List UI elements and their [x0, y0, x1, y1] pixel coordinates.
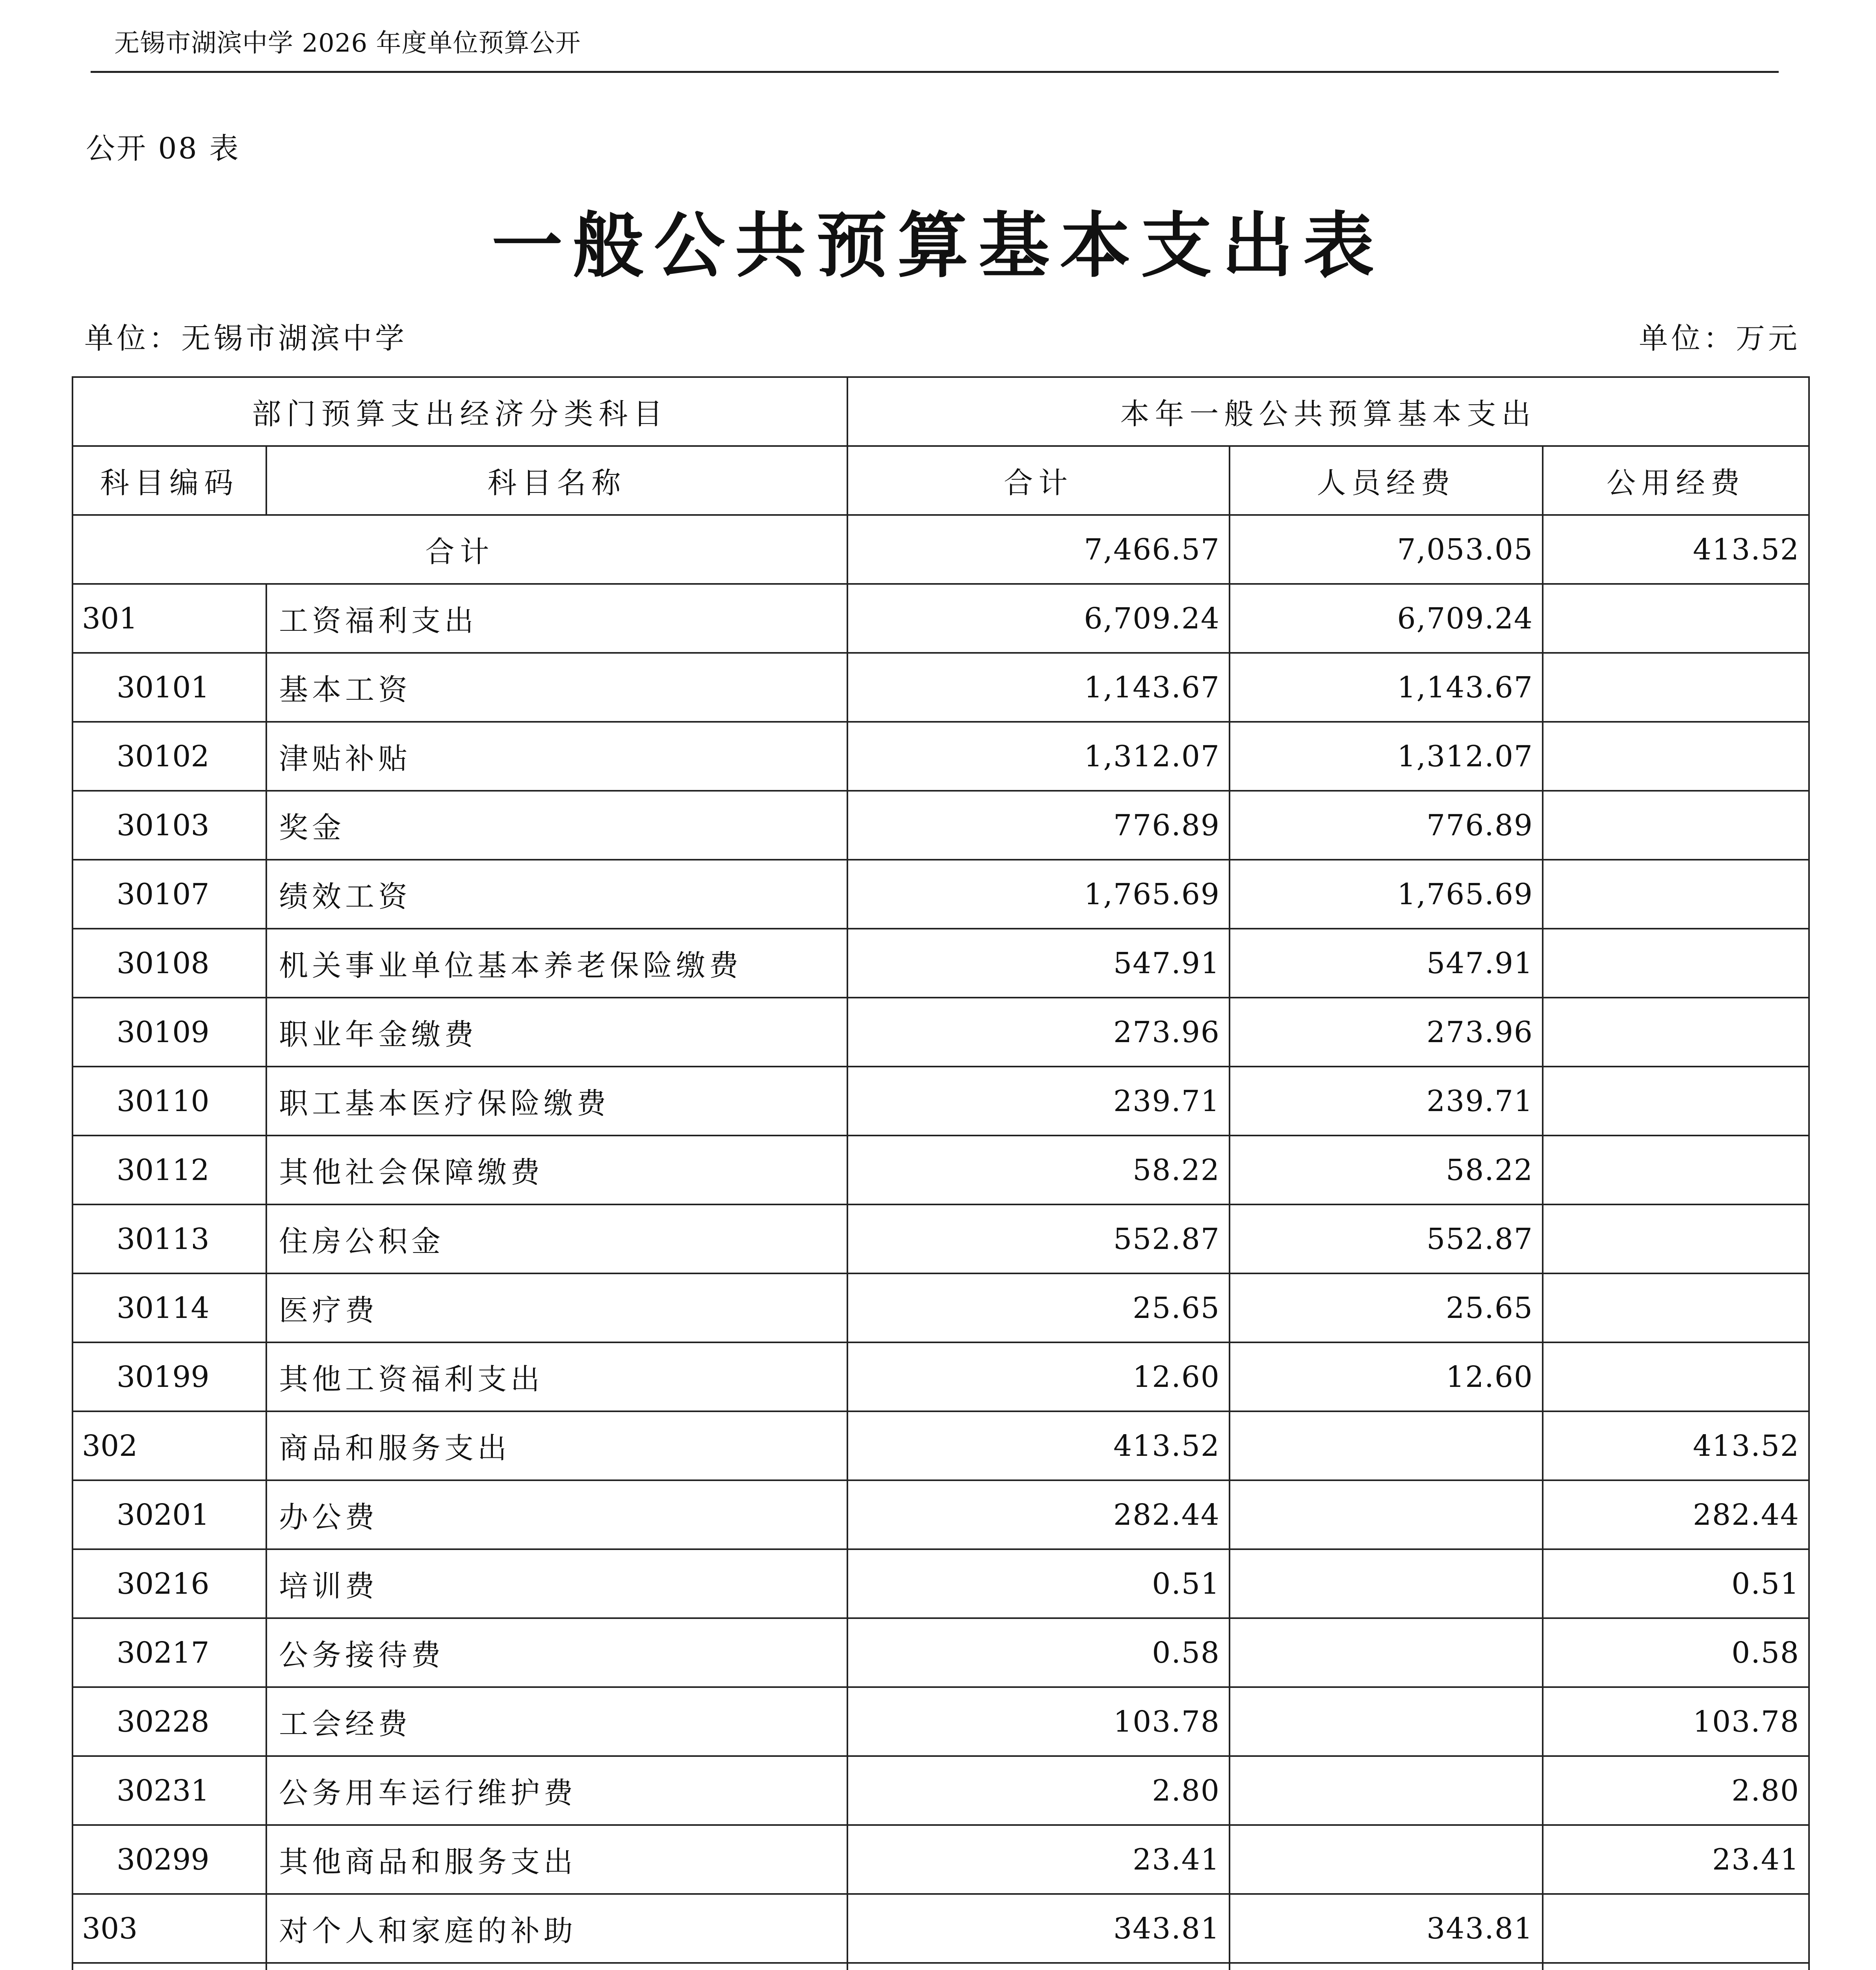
document-title: 一般公共预算基本支出表 [491, 204, 1384, 287]
row-code: 30108 [72, 929, 266, 998]
table-row [72, 722, 1809, 791]
row-public [1543, 1204, 1809, 1273]
row-code: 30109 [72, 998, 266, 1067]
row-name: 对个人和家庭的补助 [266, 1894, 847, 1963]
row-total: 239.71 [847, 1067, 1230, 1136]
row-personnel [1230, 1963, 1543, 1970]
row-name: 公务接待费 [266, 1618, 847, 1687]
table-row [72, 1480, 1809, 1549]
row-total: 0.58 [847, 1618, 1230, 1687]
row-public [1543, 1136, 1809, 1204]
row-personnel: 1,312.07 [1230, 722, 1543, 791]
row-name: 其他商品和服务支出 [266, 1825, 847, 1894]
table-row [72, 1618, 1809, 1687]
total-row-personnel: 7,053.05 [1230, 515, 1543, 584]
row-public [1543, 860, 1809, 929]
row-total: 6,709.24 [847, 584, 1230, 653]
table-row [72, 1963, 1809, 1970]
row-name: 绩效工资 [266, 860, 847, 929]
row-public [1543, 1894, 1809, 1963]
row-code: 301 [72, 584, 266, 653]
budget-table-body [72, 377, 1809, 1970]
total-row [72, 515, 1809, 584]
row-total: 1,765.69 [847, 860, 1230, 929]
row-code: 30199 [72, 1342, 266, 1411]
running-header-title: 无锡市湖滨中学 2026 年度单位预算公开 [114, 29, 581, 58]
row-personnel: 1,143.67 [1230, 653, 1543, 722]
row-name: 工资福利支出 [266, 584, 847, 653]
column-header-total: 合计 [847, 446, 1230, 515]
row-code: 30231 [72, 1756, 266, 1825]
row-name: 基本工资 [266, 653, 847, 722]
row-personnel: 343.81 [1230, 1894, 1543, 1963]
table-row [72, 1204, 1809, 1273]
row-personnel [1230, 1549, 1543, 1618]
row-personnel [1230, 1825, 1543, 1894]
header-divider [91, 71, 1779, 73]
table-row [72, 1273, 1809, 1342]
row-name [266, 1963, 847, 1970]
row-personnel: 58.22 [1230, 1136, 1543, 1204]
total-row-public: 413.52 [1543, 515, 1809, 584]
row-code: 30217 [72, 1618, 266, 1687]
row-name: 办公费 [266, 1480, 847, 1549]
table-row [72, 1894, 1809, 1963]
row-public [1543, 1067, 1809, 1136]
row-personnel: 25.65 [1230, 1273, 1543, 1342]
row-code: 30101 [72, 653, 266, 722]
row-total: 282.44 [847, 1480, 1230, 1549]
row-total: 776.89 [847, 791, 1230, 860]
group-header-expenditure: 本年一般公共预算基本支出 [847, 377, 1809, 446]
row-personnel: 776.89 [1230, 791, 1543, 860]
row-total: 273.96 [847, 998, 1230, 1067]
table-row [72, 998, 1809, 1067]
row-code: 30228 [72, 1687, 266, 1756]
row-total: 552.87 [847, 1204, 1230, 1273]
row-name: 工会经费 [266, 1687, 847, 1756]
row-public: 413.52 [1543, 1411, 1809, 1480]
row-personnel: 552.87 [1230, 1204, 1543, 1273]
row-public [1543, 791, 1809, 860]
row-public: 2.80 [1543, 1756, 1809, 1825]
row-personnel: 1,765.69 [1230, 860, 1543, 929]
row-total [847, 1963, 1230, 1970]
row-public [1543, 998, 1809, 1067]
row-personnel: 547.91 [1230, 929, 1543, 998]
table-row [72, 653, 1809, 722]
total-row-total: 7,466.57 [847, 515, 1230, 584]
table-row [72, 1756, 1809, 1825]
table-row [72, 1067, 1809, 1136]
row-public: 282.44 [1543, 1480, 1809, 1549]
row-code: 303 [72, 1894, 266, 1963]
column-header-name: 科目名称 [266, 446, 847, 515]
row-name: 职业年金缴费 [266, 998, 847, 1067]
row-public: 0.58 [1543, 1618, 1809, 1687]
row-name: 职工基本医疗保险缴费 [266, 1067, 847, 1136]
row-code [72, 1963, 266, 1970]
row-public [1543, 584, 1809, 653]
row-personnel [1230, 1618, 1543, 1687]
row-name: 其他社会保障缴费 [266, 1136, 847, 1204]
row-public: 103.78 [1543, 1687, 1809, 1756]
row-total: 23.41 [847, 1825, 1230, 1894]
row-total: 2.80 [847, 1756, 1230, 1825]
table-row [72, 860, 1809, 929]
row-code: 302 [72, 1411, 266, 1480]
row-total: 103.78 [847, 1687, 1230, 1756]
row-code: 30201 [72, 1480, 266, 1549]
column-header-code: 科目编码 [72, 446, 266, 515]
row-public: 23.41 [1543, 1825, 1809, 1894]
row-public [1543, 722, 1809, 791]
table-row [72, 584, 1809, 653]
row-personnel: 12.60 [1230, 1342, 1543, 1411]
row-public [1543, 653, 1809, 722]
row-name: 医疗费 [266, 1273, 847, 1342]
table-row [72, 1342, 1809, 1411]
row-total: 12.60 [847, 1342, 1230, 1411]
row-code: 30113 [72, 1204, 266, 1273]
row-total: 1,143.67 [847, 653, 1230, 722]
row-name: 津贴补贴 [266, 722, 847, 791]
row-code: 30103 [72, 791, 266, 860]
row-name: 其他工资福利支出 [266, 1342, 847, 1411]
group-header-classification: 部门预算支出经济分类科目 [72, 377, 847, 446]
row-total: 58.22 [847, 1136, 1230, 1204]
row-total: 25.65 [847, 1273, 1230, 1342]
column-header-personnel: 人员经费 [1230, 446, 1543, 515]
row-personnel [1230, 1687, 1543, 1756]
row-total: 0.51 [847, 1549, 1230, 1618]
row-name: 商品和服务支出 [266, 1411, 847, 1480]
budget-table [72, 376, 1810, 1970]
unit-organization: 单位：无锡市湖滨中学 [84, 322, 407, 355]
row-name: 机关事业单位基本养老保险缴费 [266, 929, 847, 998]
unit-currency: 单位：万元 [1639, 322, 1800, 355]
row-public: 0.51 [1543, 1549, 1809, 1618]
row-code: 30114 [72, 1273, 266, 1342]
row-public [1543, 929, 1809, 998]
row-total: 1,312.07 [847, 722, 1230, 791]
row-name: 公务用车运行维护费 [266, 1756, 847, 1825]
table-row [72, 1687, 1809, 1756]
table-number: 公开 08 表 [86, 132, 240, 165]
row-public [1543, 1342, 1809, 1411]
row-personnel: 239.71 [1230, 1067, 1543, 1136]
row-personnel: 6,709.24 [1230, 584, 1543, 653]
row-code: 30216 [72, 1549, 266, 1618]
row-code: 30112 [72, 1136, 266, 1204]
row-name: 培训费 [266, 1549, 847, 1618]
column-header-public: 公用经费 [1543, 446, 1809, 515]
row-personnel: 273.96 [1230, 998, 1543, 1067]
table-row [72, 1549, 1809, 1618]
row-personnel [1230, 1480, 1543, 1549]
group-header-row [72, 377, 1809, 446]
table-row [72, 1411, 1809, 1480]
row-personnel [1230, 1756, 1543, 1825]
row-personnel [1230, 1411, 1543, 1480]
table-row [72, 929, 1809, 998]
row-total: 413.52 [847, 1411, 1230, 1480]
row-public [1543, 1273, 1809, 1342]
table-row [72, 1136, 1809, 1204]
row-public [1543, 1963, 1809, 1970]
row-total: 343.81 [847, 1894, 1230, 1963]
row-code: 30107 [72, 860, 266, 929]
row-total: 547.91 [847, 929, 1230, 998]
total-row-label: 合计 [72, 515, 847, 584]
table-row [72, 791, 1809, 860]
row-code: 30110 [72, 1067, 266, 1136]
row-code: 30299 [72, 1825, 266, 1894]
row-name: 奖金 [266, 791, 847, 860]
row-name: 住房公积金 [266, 1204, 847, 1273]
column-header-row [72, 446, 1809, 515]
table-row [72, 1825, 1809, 1894]
row-code: 30102 [72, 722, 266, 791]
